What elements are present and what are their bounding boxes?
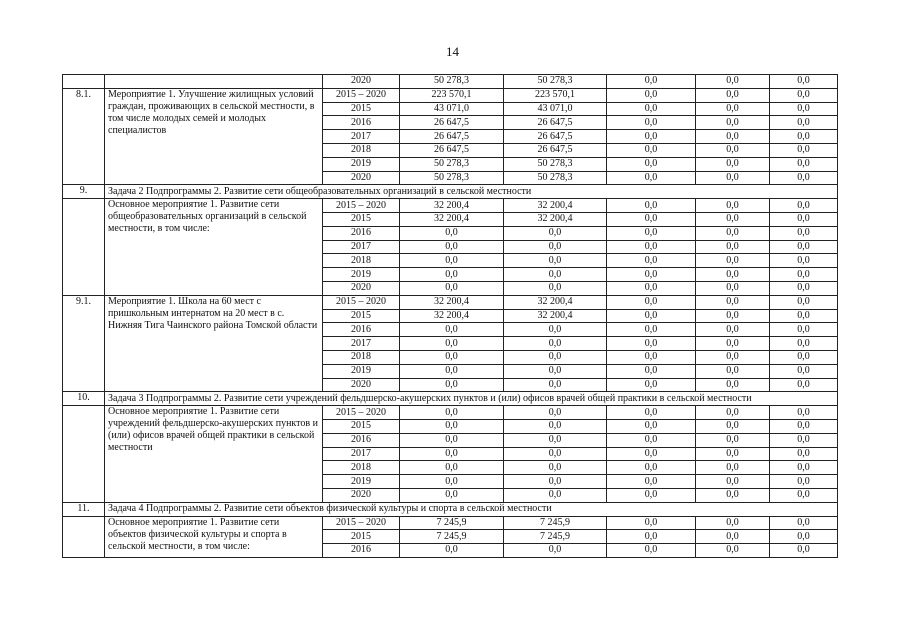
measure-name xyxy=(105,75,323,89)
value-cell: 0,0 xyxy=(400,544,504,558)
row-number: 9.1. xyxy=(63,295,105,392)
value-cell: 0,0 xyxy=(770,143,838,157)
value-cell: 0,0 xyxy=(696,337,770,351)
year-cell: 2016 xyxy=(323,433,400,447)
value-cell: 0,0 xyxy=(770,130,838,144)
value-cell: 26 647,5 xyxy=(400,116,504,130)
value-cell: 0,0 xyxy=(607,254,696,268)
value-cell: 0,0 xyxy=(770,199,838,213)
value-cell: 50 278,3 xyxy=(504,157,607,171)
table-row xyxy=(63,75,838,89)
value-cell: 0,0 xyxy=(696,171,770,185)
value-cell: 0,0 xyxy=(607,75,696,89)
value-cell: 32 200,4 xyxy=(504,199,607,213)
value-cell: 0,0 xyxy=(696,75,770,89)
row-number-empty xyxy=(63,516,105,557)
value-cell: 0,0 xyxy=(696,309,770,323)
value-cell: 0,0 xyxy=(607,475,696,489)
year-cell: 2017 xyxy=(323,240,400,254)
year-cell: 2015 – 2020 xyxy=(323,199,400,213)
value-cell: 0,0 xyxy=(607,406,696,420)
value-cell: 0,0 xyxy=(504,433,607,447)
year-cell: 2015 xyxy=(323,530,400,544)
value-cell: 0,0 xyxy=(696,254,770,268)
year-cell: 2015 – 2020 xyxy=(323,516,400,530)
value-cell: 0,0 xyxy=(770,530,838,544)
value-cell: 0,0 xyxy=(770,281,838,295)
value-cell: 0,0 xyxy=(400,364,504,378)
year-cell: 2019 xyxy=(323,364,400,378)
value-cell: 0,0 xyxy=(607,102,696,116)
value-cell: 0,0 xyxy=(607,419,696,433)
task-title: Задача 2 Подпрограммы 2. Развитие сети общеобразовательных организаций в сельской местности xyxy=(105,185,838,199)
row-number xyxy=(63,75,105,89)
year-cell: 2020 xyxy=(323,281,400,295)
value-cell: 50 278,3 xyxy=(504,75,607,89)
value-cell: 0,0 xyxy=(607,323,696,337)
value-cell: 0,0 xyxy=(696,488,770,502)
value-cell: 50 278,3 xyxy=(504,171,607,185)
value-cell: 0,0 xyxy=(696,102,770,116)
year-cell: 2019 xyxy=(323,475,400,489)
value-cell: 0,0 xyxy=(696,447,770,461)
table-body xyxy=(63,75,838,558)
value-cell: 0,0 xyxy=(607,226,696,240)
table-row xyxy=(63,88,838,102)
year-cell: 2018 xyxy=(323,254,400,268)
year-cell: 2015 xyxy=(323,102,400,116)
value-cell: 0,0 xyxy=(607,544,696,558)
value-cell: 7 245,9 xyxy=(400,516,504,530)
value-cell: 0,0 xyxy=(770,309,838,323)
value-cell: 0,0 xyxy=(400,337,504,351)
value-cell: 0,0 xyxy=(696,295,770,309)
value-cell: 0,0 xyxy=(607,433,696,447)
value-cell: 0,0 xyxy=(607,350,696,364)
value-cell: 0,0 xyxy=(607,461,696,475)
value-cell: 0,0 xyxy=(770,254,838,268)
row-number-empty xyxy=(63,406,105,503)
value-cell: 0,0 xyxy=(607,116,696,130)
year-cell: 2016 xyxy=(323,226,400,240)
value-cell: 0,0 xyxy=(400,419,504,433)
value-cell: 0,0 xyxy=(770,116,838,130)
year-cell: 2019 xyxy=(323,268,400,282)
value-cell: 0,0 xyxy=(696,433,770,447)
value-cell: 32 200,4 xyxy=(504,309,607,323)
value-cell: 0,0 xyxy=(607,143,696,157)
value-cell: 0,0 xyxy=(607,240,696,254)
value-cell: 0,0 xyxy=(504,323,607,337)
value-cell: 0,0 xyxy=(400,378,504,392)
value-cell: 0,0 xyxy=(400,268,504,282)
year-cell: 2015 xyxy=(323,309,400,323)
value-cell: 0,0 xyxy=(400,254,504,268)
value-cell: 26 647,5 xyxy=(504,143,607,157)
year-cell: 2016 xyxy=(323,116,400,130)
value-cell: 0,0 xyxy=(607,295,696,309)
value-cell: 0,0 xyxy=(770,240,838,254)
year-cell: 2015 – 2020 xyxy=(323,88,400,102)
value-cell: 0,0 xyxy=(770,75,838,89)
value-cell: 0,0 xyxy=(400,281,504,295)
value-cell: 0,0 xyxy=(770,295,838,309)
value-cell: 0,0 xyxy=(770,323,838,337)
measure-name: Мероприятие 1. Улучшение жилищных условий граждан, проживающих в сельской местности, в том числе молодых семей и молодых специалистов xyxy=(105,88,323,185)
budget-table xyxy=(62,74,838,558)
value-cell: 0,0 xyxy=(504,461,607,475)
value-cell: 0,0 xyxy=(400,461,504,475)
value-cell: 26 647,5 xyxy=(504,130,607,144)
value-cell: 32 200,4 xyxy=(400,212,504,226)
year-cell: 2020 xyxy=(323,488,400,502)
value-cell: 50 278,3 xyxy=(400,171,504,185)
value-cell: 32 200,4 xyxy=(400,309,504,323)
value-cell: 0,0 xyxy=(696,475,770,489)
value-cell: 26 647,5 xyxy=(400,130,504,144)
value-cell: 0,0 xyxy=(607,378,696,392)
value-cell: 0,0 xyxy=(607,212,696,226)
value-cell: 0,0 xyxy=(607,337,696,351)
value-cell: 0,0 xyxy=(770,364,838,378)
value-cell: 0,0 xyxy=(770,171,838,185)
row-number: 9. xyxy=(63,185,105,199)
year-cell: 2017 xyxy=(323,130,400,144)
value-cell: 0,0 xyxy=(696,516,770,530)
value-cell: 0,0 xyxy=(770,157,838,171)
task-row xyxy=(63,502,838,516)
value-cell: 0,0 xyxy=(504,419,607,433)
value-cell: 0,0 xyxy=(696,143,770,157)
value-cell: 0,0 xyxy=(504,475,607,489)
value-cell: 0,0 xyxy=(504,378,607,392)
value-cell: 0,0 xyxy=(400,406,504,420)
year-cell: 2019 xyxy=(323,157,400,171)
value-cell: 0,0 xyxy=(504,350,607,364)
task-title: Задача 4 Подпрограммы 2. Развитие сети объектов физической культуры и спорта в сельской местности xyxy=(105,502,838,516)
table-row xyxy=(63,295,838,309)
value-cell: 0,0 xyxy=(504,226,607,240)
year-cell: 2017 xyxy=(323,337,400,351)
value-cell: 0,0 xyxy=(607,281,696,295)
value-cell: 0,0 xyxy=(504,240,607,254)
value-cell: 0,0 xyxy=(696,199,770,213)
value-cell: 0,0 xyxy=(770,378,838,392)
value-cell: 0,0 xyxy=(696,419,770,433)
value-cell: 0,0 xyxy=(400,475,504,489)
value-cell: 0,0 xyxy=(696,378,770,392)
value-cell: 43 071,0 xyxy=(504,102,607,116)
value-cell: 0,0 xyxy=(607,447,696,461)
value-cell: 0,0 xyxy=(770,461,838,475)
year-cell: 2018 xyxy=(323,143,400,157)
value-cell: 0,0 xyxy=(770,516,838,530)
row-number: 8.1. xyxy=(63,88,105,185)
row-number: 10. xyxy=(63,392,105,406)
value-cell: 7 245,9 xyxy=(504,530,607,544)
task-row xyxy=(63,185,838,199)
table-row xyxy=(63,199,838,213)
value-cell: 32 200,4 xyxy=(400,295,504,309)
value-cell: 0,0 xyxy=(504,406,607,420)
value-cell: 7 245,9 xyxy=(504,516,607,530)
value-cell: 0,0 xyxy=(770,433,838,447)
measure-name: Основное мероприятие 1. Развитие сети объектов физической культуры и спорта в сельской местности, в том числе: xyxy=(105,516,323,557)
measure-name: Основное мероприятие 1. Развитие сети общеобразовательных организаций в сельской местности, в том числе: xyxy=(105,199,323,296)
year-cell: 2015 – 2020 xyxy=(323,406,400,420)
year-cell: 2016 xyxy=(323,544,400,558)
value-cell: 0,0 xyxy=(607,516,696,530)
value-cell: 0,0 xyxy=(607,309,696,323)
table-row xyxy=(63,406,838,420)
value-cell: 0,0 xyxy=(770,226,838,240)
value-cell: 0,0 xyxy=(770,488,838,502)
measure-name: Мероприятие 1. Школа на 60 мест с пришкольным интернатом на 20 мест в с. Нижняя Тига Чаинского района Томской области xyxy=(105,295,323,392)
value-cell: 0,0 xyxy=(696,364,770,378)
year-cell: 2018 xyxy=(323,350,400,364)
value-cell: 26 647,5 xyxy=(400,143,504,157)
value-cell: 0,0 xyxy=(504,364,607,378)
value-cell: 0,0 xyxy=(607,130,696,144)
year-cell: 2020 xyxy=(323,378,400,392)
year-cell: 2020 xyxy=(323,171,400,185)
row-number-empty xyxy=(63,199,105,296)
task-title: Задача 3 Подпрограммы 2. Развитие сети учреждений фельдшерско-акушерских пунктов и (или) офисов врачей общей практики в сельской местности xyxy=(105,392,838,406)
value-cell: 0,0 xyxy=(504,447,607,461)
value-cell: 0,0 xyxy=(504,488,607,502)
value-cell: 32 200,4 xyxy=(504,212,607,226)
value-cell: 0,0 xyxy=(400,447,504,461)
value-cell: 0,0 xyxy=(400,488,504,502)
value-cell: 0,0 xyxy=(696,406,770,420)
value-cell: 0,0 xyxy=(696,130,770,144)
task-row xyxy=(63,392,838,406)
value-cell: 0,0 xyxy=(770,544,838,558)
value-cell: 0,0 xyxy=(607,88,696,102)
table-row xyxy=(63,516,838,530)
value-cell: 0,0 xyxy=(400,323,504,337)
value-cell: 0,0 xyxy=(607,364,696,378)
value-cell: 0,0 xyxy=(696,350,770,364)
year-cell: 2015 – 2020 xyxy=(323,295,400,309)
value-cell: 0,0 xyxy=(696,240,770,254)
year-cell: 2015 xyxy=(323,419,400,433)
value-cell: 0,0 xyxy=(770,447,838,461)
value-cell: 0,0 xyxy=(696,88,770,102)
value-cell: 0,0 xyxy=(607,199,696,213)
value-cell: 0,0 xyxy=(504,281,607,295)
page-number: 14 xyxy=(446,44,459,59)
value-cell: 0,0 xyxy=(770,475,838,489)
value-cell: 0,0 xyxy=(770,268,838,282)
value-cell: 7 245,9 xyxy=(400,530,504,544)
measure-name: Основное мероприятие 1. Развитие сети учреждений фельдшерско-акушерских пунктов и (или) офисов врачей общей практики в сельской местности xyxy=(105,406,323,503)
value-cell: 0,0 xyxy=(770,102,838,116)
value-cell: 0,0 xyxy=(770,88,838,102)
value-cell: 0,0 xyxy=(696,226,770,240)
value-cell: 0,0 xyxy=(696,530,770,544)
row-number: 11. xyxy=(63,502,105,516)
value-cell: 0,0 xyxy=(696,268,770,282)
value-cell: 0,0 xyxy=(696,157,770,171)
value-cell: 50 278,3 xyxy=(400,75,504,89)
year-cell: 2015 xyxy=(323,212,400,226)
value-cell: 43 071,0 xyxy=(400,102,504,116)
value-cell: 26 647,5 xyxy=(504,116,607,130)
value-cell: 32 200,4 xyxy=(504,295,607,309)
year-cell: 2016 xyxy=(323,323,400,337)
value-cell: 0,0 xyxy=(696,116,770,130)
value-cell: 0,0 xyxy=(607,530,696,544)
value-cell: 0,0 xyxy=(504,268,607,282)
value-cell: 0,0 xyxy=(504,254,607,268)
value-cell: 0,0 xyxy=(504,544,607,558)
value-cell: 0,0 xyxy=(607,157,696,171)
value-cell: 0,0 xyxy=(400,350,504,364)
value-cell: 32 200,4 xyxy=(400,199,504,213)
value-cell: 0,0 xyxy=(607,171,696,185)
year-cell: 2017 xyxy=(323,447,400,461)
value-cell: 0,0 xyxy=(607,488,696,502)
value-cell: 0,0 xyxy=(504,337,607,351)
year-cell: 2020 xyxy=(323,75,400,89)
value-cell: 0,0 xyxy=(607,268,696,282)
value-cell: 0,0 xyxy=(696,281,770,295)
value-cell: 223 570,1 xyxy=(400,88,504,102)
value-cell: 0,0 xyxy=(770,212,838,226)
value-cell: 0,0 xyxy=(696,212,770,226)
value-cell: 223 570,1 xyxy=(504,88,607,102)
value-cell: 0,0 xyxy=(770,419,838,433)
value-cell: 0,0 xyxy=(770,337,838,351)
year-cell: 2018 xyxy=(323,461,400,475)
value-cell: 50 278,3 xyxy=(400,157,504,171)
value-cell: 0,0 xyxy=(696,323,770,337)
value-cell: 0,0 xyxy=(696,544,770,558)
value-cell: 0,0 xyxy=(696,461,770,475)
value-cell: 0,0 xyxy=(770,406,838,420)
value-cell: 0,0 xyxy=(400,226,504,240)
value-cell: 0,0 xyxy=(770,350,838,364)
value-cell: 0,0 xyxy=(400,240,504,254)
value-cell: 0,0 xyxy=(400,433,504,447)
